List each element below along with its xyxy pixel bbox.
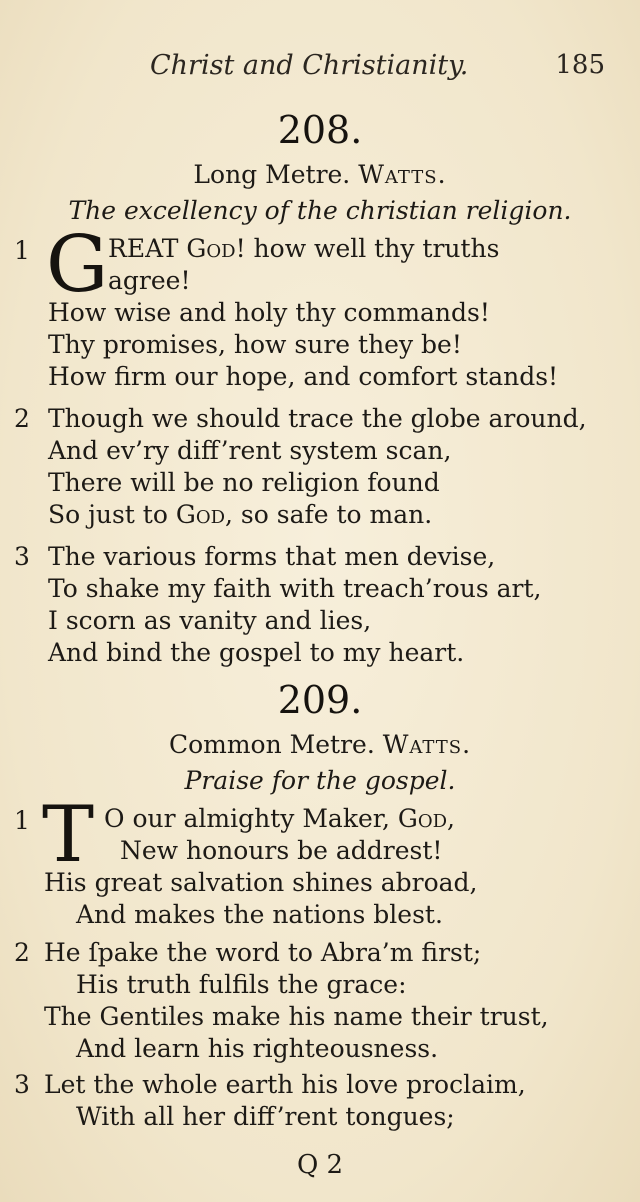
author-name: Watts. xyxy=(382,730,472,759)
hymn-208-subtitle: The excellency of the christian religion. xyxy=(68,196,572,225)
verse-line xyxy=(104,804,455,833)
hymn-209-metre xyxy=(0,730,640,759)
verse-line-text: ! how well thy truths xyxy=(235,234,500,263)
verse-line: And bind the gospel to my heart. xyxy=(48,638,465,667)
verse-line xyxy=(108,234,499,263)
verse-number: 1 xyxy=(14,806,30,835)
verse-number: 2 xyxy=(14,404,30,433)
author-name: Watts. xyxy=(358,160,447,189)
verse-line: And ev’ry diff’rent system scan, xyxy=(48,436,452,465)
verse-line: His great salvation shines abroad, xyxy=(44,868,478,897)
hymn-number-209: 209. xyxy=(277,678,363,722)
small-caps-word: God xyxy=(175,500,226,529)
verse-line: And learn his righteousness. xyxy=(76,1034,439,1063)
hymn-number-208: 208. xyxy=(277,108,363,152)
small-caps-word: God xyxy=(397,804,448,833)
drop-cap: T xyxy=(42,790,95,880)
verse-line-caps: REAT xyxy=(108,234,179,263)
small-caps-word: God xyxy=(186,234,236,263)
verse-number: 2 xyxy=(14,938,30,967)
verse-line: And makes the nations blest. xyxy=(76,900,443,929)
hymn-208-metre xyxy=(0,160,640,189)
page-header xyxy=(150,50,605,90)
verse-line: He ſpake the word to Abra’m first; xyxy=(44,938,482,967)
verse-line: His truth fulfils the grace: xyxy=(76,970,407,999)
signature-mark: Q 2 xyxy=(296,1150,344,1180)
verse-line: agree! xyxy=(108,266,191,295)
verse-line: Thy promises, how sure they be! xyxy=(48,330,462,359)
verse-line: The Gentiles make his name their trust, xyxy=(44,1002,549,1031)
running-head: Christ and Christianity. xyxy=(150,50,469,81)
metre-label: Long Metre. xyxy=(193,160,351,189)
verse-number: 1 xyxy=(14,236,30,265)
verse-line xyxy=(48,500,432,529)
verse-line: Let the whole earth his love proclaim, xyxy=(44,1070,526,1099)
page-number: 185 xyxy=(555,50,605,80)
verse-line: To shake my faith with treach’rous art, xyxy=(48,574,542,603)
verse-line: With all her diff’rent tongues; xyxy=(76,1102,455,1131)
verse-line: New honours be addrest! xyxy=(120,836,443,865)
verse-line: The various forms that men devise, xyxy=(48,542,496,571)
metre-label: Common Metre. xyxy=(168,730,375,759)
hymn-209-subtitle: Praise for the gospel. xyxy=(184,766,456,795)
verse-line-text: , xyxy=(447,804,455,833)
drop-cap: G xyxy=(46,220,109,310)
verse-line-text: So just to xyxy=(48,500,168,529)
verse-line: I scorn as vanity and lies, xyxy=(48,606,372,635)
verse-line-text: O our almighty Maker, xyxy=(104,804,390,833)
verse-line: Though we should trace the globe around, xyxy=(48,404,587,433)
verse-number: 3 xyxy=(14,1070,30,1099)
verse-number: 3 xyxy=(14,542,30,571)
verse-line: How firm our hope, and comfort stands! xyxy=(48,362,559,391)
verse-line: There will be no religion found xyxy=(48,468,440,497)
verse-line-text: , so safe to man. xyxy=(225,500,433,529)
verse-line: How wise and holy thy commands! xyxy=(48,298,490,327)
